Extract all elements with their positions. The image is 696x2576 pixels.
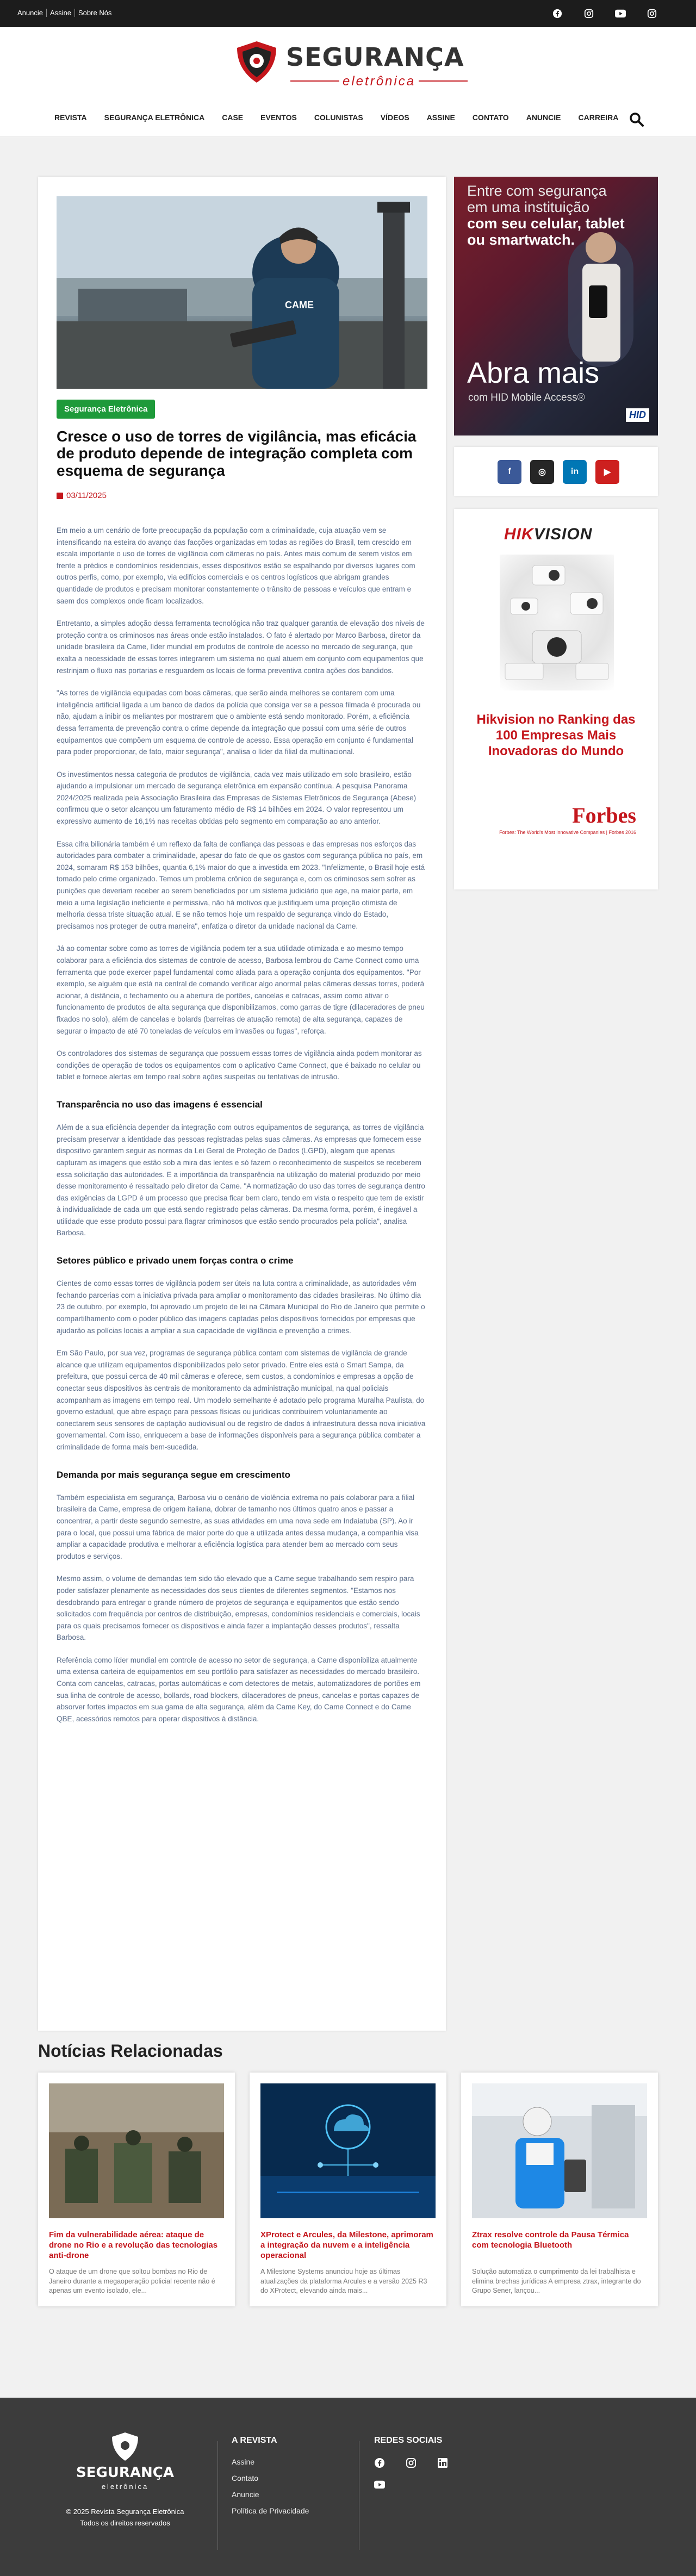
top-link-assine[interactable]: Assine <box>47 9 75 17</box>
youtube-icon[interactable] <box>614 8 626 20</box>
facebook-icon[interactable]: f <box>498 460 521 484</box>
footer-divider <box>217 2441 218 2550</box>
related-card-excerpt: O ataque de um drone que soltou bombas no Rio de Janeiro durante a megaoperação policial recente não é apenas um evento isolado, ele... <box>49 2268 215 2294</box>
footer-logo[interactable] <box>71 2430 179 2496</box>
instagram-icon[interactable] <box>583 8 595 20</box>
footer-rights-line: Todos os direitos reservados <box>80 2518 170 2527</box>
top-link-anuncie[interactable]: Anuncie <box>14 9 47 17</box>
logo-sub: eletrônica <box>343 74 416 89</box>
logo-rule-right <box>419 80 468 82</box>
ad1-line1-text: Entre com segurança <box>467 183 607 199</box>
ad2-forbes-logo: Forbes <box>572 803 636 827</box>
ad1-line1 <box>467 183 607 215</box>
footer-logo-name: SEGURANÇA <box>76 2465 175 2481</box>
footer-copyright-line: © 2025 Revista Segurança Eletrônica <box>66 2507 184 2516</box>
search-icon[interactable] <box>629 112 644 127</box>
related-card-image <box>260 2083 436 2218</box>
top-socials <box>551 8 658 20</box>
nav-item-seguranca[interactable]: SEGURANÇA ELETRÔNICA <box>104 113 205 122</box>
site-logo[interactable] <box>234 39 462 88</box>
footer-col-title: A REVISTA <box>232 2436 277 2445</box>
youtube-icon[interactable] <box>374 2479 385 2490</box>
related-card-excerpt: A Milestone Systems anunciou hoje as últimas atualizações da plataforma Arcules e a versão 2025 R3 do XProtect, elevando ainda mais... <box>260 2268 427 2294</box>
related-card[interactable] <box>250 2073 446 2306</box>
article-body <box>57 525 427 1735</box>
ad2-forbes-sub: Forbes: The World's Most Innovative Companies | Forbes 2016 <box>499 830 636 835</box>
footer-logo-sub: eletrônica <box>101 2482 149 2491</box>
ad2-brand <box>504 525 592 544</box>
sidebar-social-box <box>454 447 658 496</box>
facebook-icon[interactable] <box>551 8 563 20</box>
article-paragraph: Os investimentos nessa categoria de produtos de vigilância, cada vez mais utilizado em solo brasileiro, estão ajudando a impulsionar um mercado de segurança eletrônica em expansão contínua. A pesquisa Panorama 2024/2025 realizada pela Associação Brasileira das Empresas de Sistemas Eletrônicos de Segurança (Abese) confirmou que o setor alcançou um faturamento médio de R$ 14 bilhões em 2024. O valor representou um expressivo aumento de 16,1% nas receitas obtidas pelo segmento em comparação ao ano anterior. <box>57 770 417 826</box>
footer-link-contato[interactable]: Contato <box>232 2474 259 2482</box>
linkedin-icon[interactable]: in <box>563 460 587 484</box>
ad1-line2 <box>467 216 625 248</box>
ad1-line2-text: em uma instituição <box>467 198 590 215</box>
logo-rule-left <box>290 80 339 82</box>
article-paragraph: Em meio a um cenário de forte preocupação da população com a criminalidade, cuja atuação vem se intensificando na esteira do avanço das facções organizadas em todas as regiões do Brasil, tem crescido em escala importante o uso de torres de vigilância com câmeras no país. Antes mais comum de serem vistos em frente a prédios e condomínios residenciais, esses dispositivos estão se espalhando por diversos lugares com outros perfis, como, por exemplo, via edifícios comerciais e os centros logísticos que abrigam grandes quantidade de produtos e precisam monitorar constantemente o trânsito de pessoas e veículos que entram e saem dos complexos onde ficam localizados. <box>57 526 415 605</box>
ad2-product-image <box>500 555 614 690</box>
nav-item-revista[interactable]: REVISTA <box>54 113 87 122</box>
ad1-subline: com HID Mobile Access® <box>468 392 585 403</box>
nav-item-colunistas[interactable]: COLUNISTAS <box>314 113 363 122</box>
instagram-alt-icon[interactable] <box>646 8 658 20</box>
article-paragraph: Mesmo assim, o volume de demandas tem sido tão elevado que a Came segue trabalhando sem respiro para poder satisfazer plenamente as necessidades dos seus clientes de diferentes segmentos. "Estamos nos desdobrando para entregar o grande número de projetos de segurança e equipamentos que estão sendo solicitados com frequência por centros de distribuição, empresas, condomínios residenciais e comerciais, locais para os quais precisamos fornecer os dispositivos e ainda fazer a implantação desses produtos", ressalta Barbosa. <box>57 1575 420 1642</box>
linkedin-icon[interactable] <box>437 2457 448 2468</box>
article-card <box>38 177 446 2031</box>
logo-shield-icon <box>234 39 279 85</box>
footer-link-privacidade[interactable]: Política de Privacidade <box>232 2506 309 2515</box>
footer-copyright <box>54 2506 196 2529</box>
youtube-icon[interactable]: ▶ <box>595 460 619 484</box>
article-paragraph: Referência como líder mundial em controle de acesso no setor de segurança, a Came disponibiliza atualmente uma extensa carteira de equipamentos em seu portfólio para satisfazer as necessidades do mercado brasileiro. Conta com cancelas, catracas, portas automáticas e com detectores de metais, automatizadores de portões em sua linha de controle de acesso, bollards, road blockers, dilaceradores de pneus, cancelas e portas capazes de absorver fortes impactos em sua gama de alta segurança, além da Came Key, do Came Connect e do Came QBE, acessórios remotos para operar dispositivos à distância. <box>57 1656 421 1723</box>
sidebar-ad-hid[interactable] <box>454 177 658 435</box>
logo-name: SEGURANÇA <box>286 42 464 72</box>
section-heading-demand: Demanda por mais segurança segue em crescimento <box>57 1469 290 1480</box>
related-card-excerpt: Solução automatiza o cumprimento da lei trabalhista e elimina brechas jurídicas A empresa ztrax, integrante do Grupo Sener, lançou... <box>472 2268 641 2294</box>
nav-item-anuncie[interactable]: ANUNCIE <box>526 113 561 122</box>
nav-item-case[interactable]: CASE <box>222 113 244 122</box>
article-paragraph: Já ao comentar sobre como as torres de vigilância podem ter a sua utilidade otimizada e ao mesmo tempo colaborar para a eficiência dos sistemas de controle de acesso, Barbosa lembrou do Came Connect como uma ferramenta que pode exercer papel fundamental como aliada para a operação conjunta dos equipamentos. "Por exemplo, se alguém que está na central de comando verificar algo anormal pelas câmeras dessas torres, poderá acionar, à distância, o fechamento ou a abertura de portões, cancelas e catracas, assim como ativar o funcionamento de produtos de alta segurança que disponibilizamos, como garras de tigre (dilaceradores de pneu fixados no solo), além de cancelas e bolards (barreiras de atuação remota) de alta segurança, capazes de segurar o impacto de até 70 toneladas de veículos em invasões ou fugas", reforça. <box>57 944 425 1035</box>
nav-item-carreira[interactable]: CARREIRA <box>578 113 619 122</box>
related-card-image <box>49 2083 224 2218</box>
instagram-icon[interactable] <box>406 2457 417 2468</box>
related-card[interactable] <box>461 2073 658 2306</box>
related-card-image <box>472 2083 647 2218</box>
nav-item-videos[interactable]: VÍDEOS <box>380 113 409 122</box>
ad1-headline: Abra mais <box>467 357 600 389</box>
ad1-line3-text: com seu celular, tablet <box>467 215 625 232</box>
ad2-brand-red: HIK <box>504 525 534 543</box>
footer-link-assine[interactable]: Assine <box>232 2457 255 2466</box>
nav-item-contato[interactable]: CONTATO <box>472 113 509 122</box>
category-badge[interactable]: Segurança Eletrônica <box>57 400 155 419</box>
article-paragraph: Também especialista em segurança, Barbosa viu o cenário de violência extrema no país colaborar para a filial brasileira da Came, empresa de origem italiana, dobrar de tamanho nos últimos quatro anos e passar a concentrar, a partir deste segundo semestre, as suas atividades em uma nova sede em Indaiatuba (SP). Ao ir para o local, que possui uma fábrica de maior porte do que a utilizada antes dessa mudança, a companhia visa ampliar a capacidade produtiva e melhorar a eficiência logística para atender bem ao mercado com seus produtos e serviços. <box>57 1493 419 1560</box>
article-paragraph: Os controladores dos sistemas de segurança que possuem essas torres de vigilância ainda podem monitorar as condições de operação de todos os equipamentos com o aplicativo Came Connect, que é baixado no celular ou tablet e fornece alertas em tempo real sobre ações suspeitas ou tentativas de intrusão. <box>57 1049 422 1081</box>
top-link-sobre[interactable]: Sobre Nós <box>78 9 112 17</box>
site-header <box>0 27 696 103</box>
section-heading-transparency: Transparência no uso das imagens é essencial <box>57 1099 263 1110</box>
related-card-title[interactable]: XProtect e Arcules, da Milestone, aprimoram a integração da nuvem e a inteligência operacional <box>260 2230 433 2260</box>
related-card-title[interactable]: Ztrax resolve controle da Pausa Térmica com tecnologia Bluetooth <box>472 2230 629 2250</box>
nav-item-eventos[interactable]: EVENTOS <box>260 113 297 122</box>
main-nav <box>0 103 696 137</box>
article-date <box>57 491 107 500</box>
sidebar-ad-hikvision[interactable] <box>454 509 658 889</box>
related-heading: Notícias Relacionadas <box>38 2041 223 2061</box>
facebook-icon[interactable] <box>374 2457 385 2468</box>
ad1-brand-logo: HID <box>626 408 649 422</box>
section-heading-sectors: Setores público e privado unem forças contra o crime <box>57 1255 294 1266</box>
ad1-line4-text: ou smartwatch. <box>467 231 575 248</box>
site-footer <box>0 2398 696 2576</box>
footer-col-title: REDES SOCIAIS <box>374 2436 443 2445</box>
footer-col-social <box>374 2436 467 2490</box>
article-date-text: 03/11/2025 <box>66 491 107 500</box>
related-card-title[interactable]: Fim da vulnerabilidade aérea: ataque de drone no Rio e a revolução das tecnologias anti-drone <box>49 2230 218 2260</box>
article-hero-image <box>57 196 427 389</box>
nav-item-assine[interactable]: ASSINE <box>426 113 455 122</box>
article-paragraph: Entretanto, a simples adoção dessa ferramenta tecnológica não traz qualquer garantia de elevação dos níveis de proteção contra os criminosos nas áreas onde estão instalados. O fato é alertado por Marco Barbosa, diretor da unidade brasileira da Came, líder mundial em produtos de controle de acesso no mercado de segurança, que exalta a necessidade de essas torres integrarem um sistema no qual atuem em conjunto com equipamentos que restrinjam o fluxo nas portarias e resguardem os locais de forma preventiva contra ações dos bandidos. <box>57 619 425 675</box>
article-paragraph: Cientes de como essas torres de vigilância podem ser úteis na luta contra a criminalidade, as autoridades vêm fechando parcerias com a iniciativa privada para ampliar o monitoramento das cidades brasileiras. No último dia 23 de outubro, por exemplo, foi aprovado um projeto de lei na Câmara Municipal do Rio de Janeiro que permite o compartilhamento com o poder público das imagens captadas pelos dispositivos fornecidos por empresas que ajudarão as polícias locais a ampliar a sua capacidade de vigilância e prevenção a crimes. <box>57 1279 425 1335</box>
article-paragraph: Além de a sua eficiência depender da integração com outros equipamentos de segurança, as torres de vigilância precisam preservar a identidade das pessoas registradas pelas suas câmeras. As empresas que fornecem esse dispositivo garantem seguir as normas da Lei Geral de Proteção de Dados (LGPD), alegam que apenas capturam as imagens que estão sob a mira das lentes e só fazem o reconhecimento de suspeitos se receberem essa solicitação das autoridades. E a importância da transparência na utilização do material produzido por meio desse monitoramento é ressaltado pelo diretor da Came. "A normatização do uso das torres de segurança dentro das exigências da LGPD é um processo que precisa ficar bem claro, tendo em vista o respeito que tem de existir à individualidade de cada um que está sendo registrado pelas câmeras. Da mesma forma, porém, é inegável a utilidade que esse produto possui para flagrar criminosos que estão sendo procurados pela polícia", analisa Barbosa. <box>57 1123 425 1237</box>
article-title: Cresce o uso de torres de vigilância, mas eficácia de produto depende de integração completa com esquema de segurança <box>57 428 417 479</box>
footer-col-revista <box>232 2436 309 2523</box>
article-paragraph: "As torres de vigilância equipadas com boas câmeras, que serão ainda melhores se contarem com uma inteligência artificial ligada a um banco de dados da polícia que consiga ver se a pessoa filmada é procurada ou não, ajudam a inibir os meliantes por mostrarem que o ambiente está sendo monitorado. Porém, a eficiência dessa ferramenta de prevenção contra o crime depende da integração que possui com uma série de outros equipamentos que compõem um esquema de controle de acesso. Essa operação em conjunto é fundamental para poder proporcionar, de fato, maior segurança", analisa o líder da filial da multinacional. <box>57 689 421 756</box>
related-card[interactable] <box>38 2073 235 2306</box>
ad2-rank-text: Hikvision no Ranking das 100 Empresas Mais Inovadoras do Mundo <box>476 712 636 758</box>
footer-link-anuncie[interactable]: Anuncie <box>232 2490 259 2499</box>
article-paragraph: Essa cifra bilionária também é um reflexo da falta de confiança das pessoas e das empresas nos esforços das autoridades para combater a criminalidade, apesar do fato de que os gastos com segurança pública no país, em 2024, somaram R$ 153 bilhões, quantia 6,1% maior do que a investida em 2023. "Infelizmente, o Brasil hoje está tomado pelo crime organizado. Temos um problema crônico de segurança e, com os criminosos sem sofrer as punições que deveriam receber ao serem beneficiados por um sistema judiciário que age, na maior parte, em meio a uma legislação ineficiente e permissiva, não há motivos que justifiquem uma projeção otimista de melhoria dessa triste situação atual. E se não temos hoje um respaldo de segurança vindo do Estado, precisamos nos proteger de outra maneira", enfatiza o diretor da unidade nacional da Came. <box>57 839 425 930</box>
top-bar <box>0 0 696 27</box>
top-links <box>14 9 115 17</box>
article-paragraph: Em São Paulo, por sua vez, programas de segurança pública contam com sistemas de vigilância de grande alcance que utilizam equipamentos disponibilizados pelo setor privado. Entre eles está o Smart Sampa, da prefeitura, que possui cerca de 40 mil câmeras e oferece, sem custos, a condomínios e empresas a opção de conectar seus dispositivos às centrais de monitoramento da administração municipal, na qual policiais acompanham as imagens em tempo real. Um modelo semelhante é adotado pelo programa Muralha Paulista, do governo estadual, que abre espaço para pessoas físicas ou jurídicas contribuírem voluntariamente ao conectarem seus sensores de captação audiovisual ou de registro de dados à infraestrutura dessa nova iniciativa governamental. Com isso, enriquecem a base de informações disponíveis para a segurança pública combater a criminalidade de forma mais bem-sucedida. <box>57 1349 426 1451</box>
hero-jacket-logo: CAME <box>285 300 314 310</box>
instagram-icon[interactable]: ◎ <box>530 460 554 484</box>
calendar-icon <box>57 493 63 499</box>
ad2-brand-dark: VISION <box>533 525 593 543</box>
